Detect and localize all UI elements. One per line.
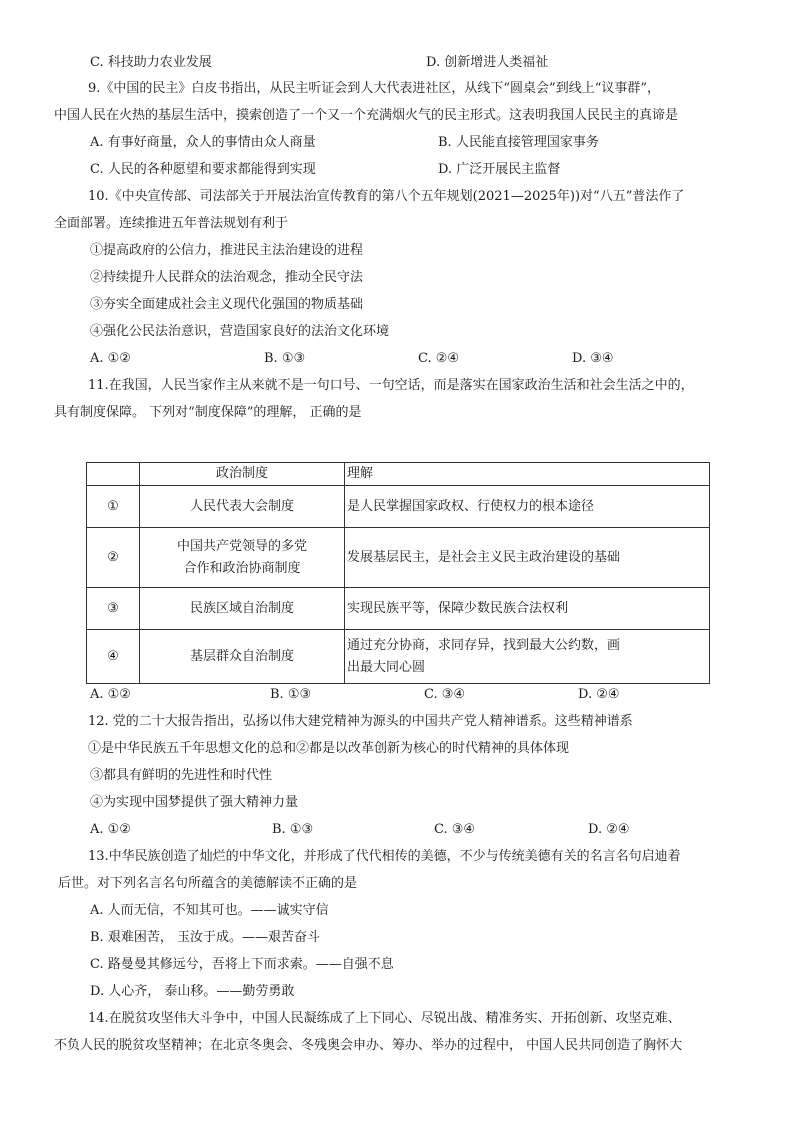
- question-9-stem: 9.《中国的民主》白皮书指出，从民主听证会到人大代表进社区，从线下“圆桌会”到线上“议事群”，: [88, 81, 660, 96]
- table-cell-no: ②: [87, 528, 140, 588]
- statement-2: ②持续提升人民群众的法治观念，推动全民守法: [90, 270, 364, 285]
- statement-1: ①提高政府的公信力，推进民主法治建设的进程: [90, 243, 364, 258]
- statement-1-2: ①是中华民族五千年思想文化的总和②都是以改革创新为核心的时代精神的具体体现: [88, 741, 570, 756]
- option-a: A. ①②: [90, 687, 131, 702]
- table-row: [87, 528, 710, 588]
- option-d: D. ②④: [578, 687, 620, 702]
- option-c: C. 路曼曼其修远兮，吾将上下而求索。——自强不息: [90, 957, 394, 972]
- option-a: A. 有事好商量，众人的事情由众人商量: [90, 135, 316, 150]
- option-b: B. ①③: [272, 822, 314, 837]
- table-cell-understanding-line: 出最大同心圆: [347, 659, 426, 675]
- option-a: A. ①②: [90, 822, 131, 837]
- option-c: C. 科技助力农业发展: [90, 55, 212, 70]
- statement-4: ④强化公民法治意识，营造国家良好的法治文化环境: [90, 324, 390, 339]
- table-cell-understanding: 实现民族平等，保障少数民族合法权利: [345, 588, 710, 630]
- statement-3: ③都具有鲜明的先进性和时代性: [90, 768, 273, 783]
- table-cell-system: 人民代表大会制度: [140, 486, 345, 528]
- question-10-stem: 10.《中央宣传部、司法部关于开展法治宣传教育的第八个五年规划(2021—2025年))对“八五”普法作了: [88, 189, 685, 204]
- table-row: [87, 588, 710, 630]
- question-14-stem: 14.在脱贫攻坚伟大斗争中，中国人民凝练成了上下同心、尽锐出战、精准务实、开拓创新、攻坚克难、: [88, 1011, 681, 1026]
- option-d: D. 创新增进人类福祉: [426, 55, 549, 70]
- table-cell-system: [140, 528, 345, 588]
- option-b: B. 艰难困苦， 玉汝于成。——艰苦奋斗: [90, 930, 320, 945]
- question-13-stem-cont: 后世。对下列名言名句所蕴含的美德解读不正确的是: [58, 876, 358, 891]
- option-c: C. 人民的各种愿望和要求都能得到实现: [90, 162, 316, 177]
- table-cell-system-line: 中国共产党领导的多党: [176, 538, 307, 554]
- table-cell-understanding: 是人民掌握国家政权、行使权力的根本途径: [345, 486, 710, 528]
- option-b: B. 人民能直接管理国家事务: [438, 135, 599, 150]
- table-header-cell: 政治制度: [140, 463, 345, 486]
- table-row: [87, 486, 710, 528]
- table-cell-no: ①: [87, 486, 140, 528]
- option-d: D. ②④: [588, 822, 630, 837]
- option-d: D. 广泛开展民主监督: [438, 162, 561, 177]
- question-14-stem-cont: 不负人民的脱贫攻坚精神；在北京冬奥会、冬残奥会申办、筹办、举办的过程中， 中国人民共同创造了胸怀大: [54, 1038, 683, 1053]
- question-13-stem: 13.中华民族创造了灿烂的中华文化，并形成了代代相传的美德，不少与传统美德有关的名言名句启迪着: [88, 849, 681, 864]
- table-cell-no: ③: [87, 588, 140, 630]
- option-b: B. ①③: [270, 687, 312, 702]
- table-header-row: [87, 463, 710, 486]
- table-cell-system: 基层群众自治制度: [140, 630, 345, 684]
- option-c: C. ②④: [418, 351, 460, 366]
- table-cell-understanding-line: 通过充分协商，求同存异，找到最大公约数，画: [347, 637, 621, 653]
- question-10-stem-cont: 全面部署。连续推进五年普法规划有利于: [54, 216, 289, 231]
- question-9-stem-cont: 中国人民在火热的基层生活中，摸索创造了一个又一个充满烟火气的民主形式。这表明我国人民民主的真谛是: [54, 108, 679, 123]
- question-12-stem: 12. 党的二十大报告指出，弘扬以伟大建党精神为源头的中国共产党人精神谱系。这些精神谱系: [88, 714, 633, 729]
- table-header-cell: 理解: [345, 463, 710, 486]
- table-row: [87, 630, 710, 684]
- option-a: A. ①②: [90, 351, 131, 366]
- table-cell-no: ④: [87, 630, 140, 684]
- option-d: D. 人心齐， 泰山移。——勤劳勇敢: [90, 984, 295, 999]
- table-cell-system-line: 合作和政治协商制度: [183, 560, 301, 576]
- table-cell-understanding: [345, 630, 710, 684]
- option-b: B. ①③: [264, 351, 306, 366]
- table-header-cell: [87, 463, 140, 486]
- table-cell-system: 民族区域自治制度: [140, 588, 345, 630]
- option-a: A. 人而无信，不知其可也。——诚实守信: [90, 903, 329, 918]
- question-11-stem-cont: 具有制度保障。 下列对“制度保障”的理解， 正确的是: [54, 405, 362, 420]
- statement-3: ③夯实全面建成社会主义现代化强国的物质基础: [90, 297, 364, 312]
- statement-4: ④为实现中国梦提供了强大精神力量: [90, 795, 299, 810]
- option-c: C. ③④: [424, 687, 466, 702]
- table-cell-understanding: 发展基层民主，是社会主义民主政治建设的基础: [345, 528, 710, 588]
- political-system-table: [86, 462, 710, 684]
- option-c: C. ③④: [434, 822, 476, 837]
- option-d: D. ③④: [572, 351, 614, 366]
- question-11-stem: 11.在我国，人民当家作主从来就不是一句口号、一句空话，而是落实在国家政治生活和社会生活之中的，: [88, 378, 694, 393]
